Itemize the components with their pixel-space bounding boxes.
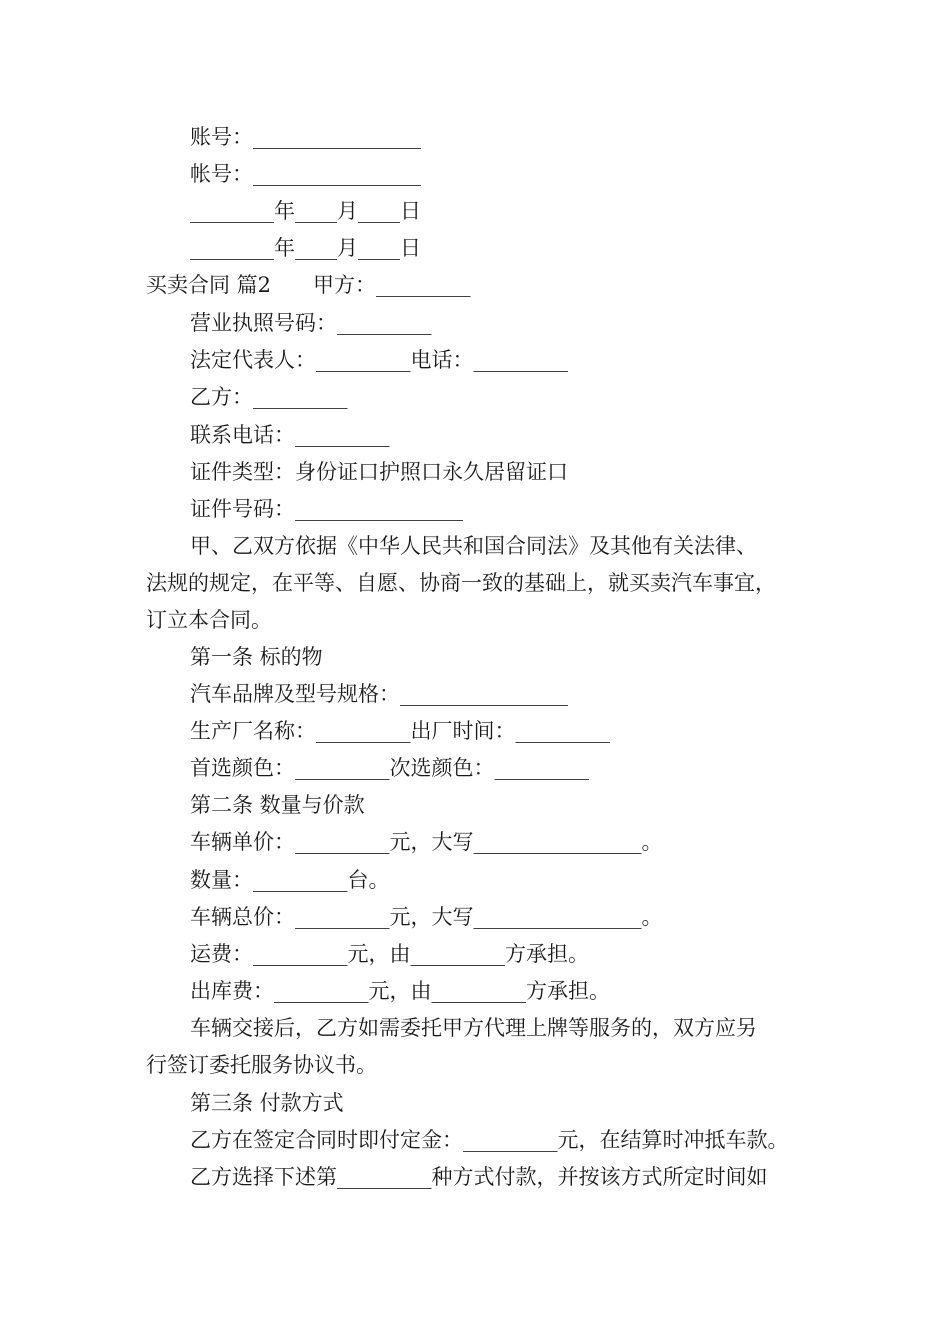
preamble-line-1: 甲、乙双方依据《中华人民共和国合同法》及其他有关法律、 xyxy=(190,534,757,558)
preamble-line-3: 订立本合同。 xyxy=(146,608,272,632)
account-number-line: 账号：________________ xyxy=(190,125,421,149)
section-heading-party-a: 买卖合同 篇2 甲方：_________ xyxy=(146,273,471,297)
date-line-2: ________年____月____日 xyxy=(190,236,421,260)
total-price-line: 车辆总价：_________元，大写________________。 xyxy=(190,905,663,929)
quantity-line: 数量：_________台。 xyxy=(190,868,390,892)
legal-representative-line: 法定代表人：_________电话：_________ xyxy=(190,348,568,372)
article-2-heading: 第二条 数量与价款 xyxy=(190,793,365,817)
color-line: 首选颜色：_________次选颜色：_________ xyxy=(190,756,589,780)
party-b-line: 乙方：_________ xyxy=(190,385,348,409)
article-3-heading: 第三条 付款方式 xyxy=(190,1091,344,1115)
deposit-line: 乙方在签定合同时即付定金：_________元，在结算时冲抵车款。 xyxy=(190,1128,789,1152)
business-license-line: 营业执照号码：_________ xyxy=(190,311,432,335)
freight-line: 运费：_________元，由_________方承担。 xyxy=(190,942,589,966)
date-line-1: ________年____月____日 xyxy=(190,199,421,223)
payment-method-line: 乙方选择下述第_________种方式付款，并按该方式所定时间如 xyxy=(190,1165,768,1189)
article-1-heading: 第一条 标的物 xyxy=(190,645,323,669)
preamble-line-2: 法规的规定，在平等、自愿、协商一致的基础上，就买卖汽车事宜， xyxy=(146,571,776,595)
warehouse-fee-line: 出库费：_________元，由_________方承担。 xyxy=(190,979,610,1003)
manufacturer-line: 生产厂名称：_________出厂时间：_________ xyxy=(190,719,610,743)
handover-line-2: 行签订委托服务协议书。 xyxy=(146,1053,377,1077)
unit-price-line: 车辆单价：_________元，大写________________。 xyxy=(190,830,663,854)
id-number-line: 证件号码：________________ xyxy=(190,497,463,521)
id-type-line: 证件类型：身份证口护照口永久居留证口 xyxy=(190,460,568,484)
handover-line-1: 车辆交接后，乙方如需委托甲方代理上牌等服务的，双方应另 xyxy=(190,1016,757,1040)
contact-phone-line: 联系电话：_________ xyxy=(190,423,390,447)
account-number-line-2: 帐号：________________ xyxy=(190,162,421,186)
brand-model-line: 汽车品牌及型号规格：________________ xyxy=(190,682,568,706)
